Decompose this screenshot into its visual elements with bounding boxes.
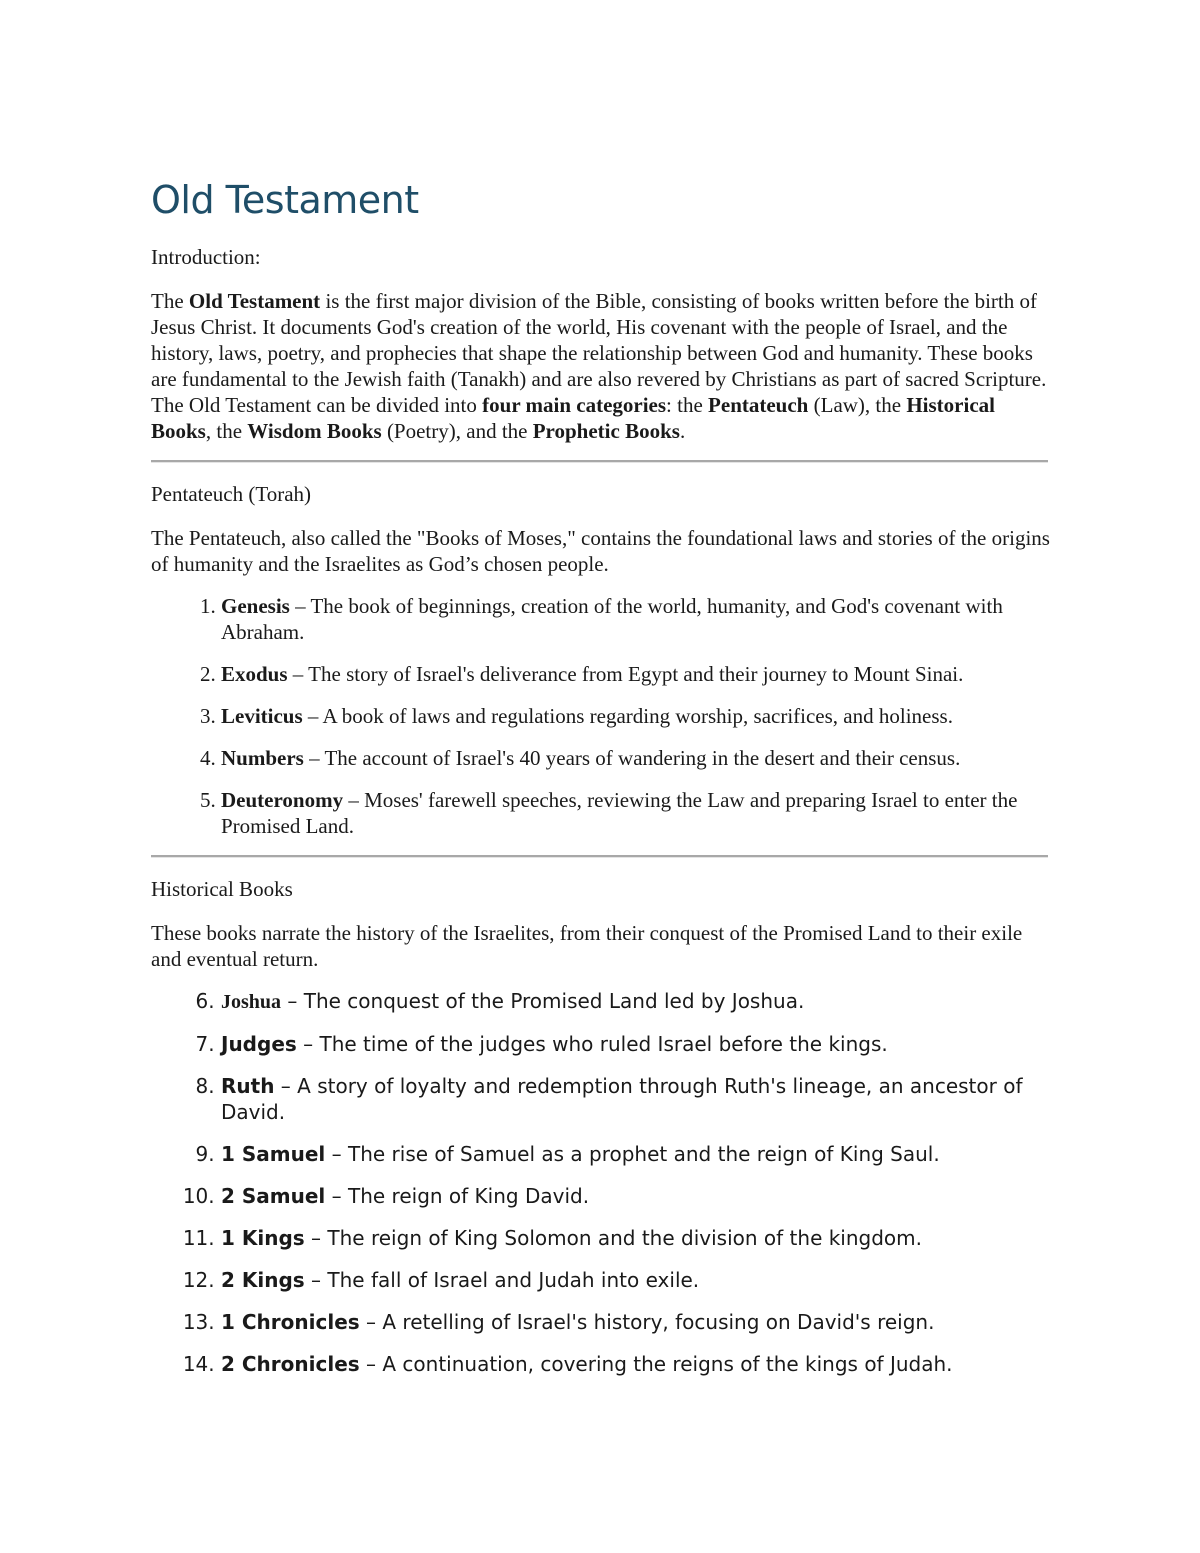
list-item: 7. Judges – The time of the judges who ruled Israel before the kings. [221,1031,1051,1057]
pentateuch-description: The Pentateuch, also called the "Books of Moses," contains the foundational laws and stories of the origins of humanity and the Israelites as God’s chosen people. [151,526,1050,576]
list-item: 12. 2 Kings – The fall of Israel and Judah into exile. [221,1267,1051,1293]
pentateuch-book-list [151,593,1051,839]
list-item: 5. Deuteronomy – Moses' farewell speeches, reviewing the Law and preparing Israel to enter the Promised Land. [221,787,1051,839]
book-name: Genesis [221,594,290,618]
list-item: 6. Joshua – The conquest of the Promised Land led by Joshua. [221,988,1051,1015]
section-divider [151,855,1048,858]
book-name: 1 Chronicles [221,1310,360,1334]
book-name: Deuteronomy [221,788,344,812]
intro-label: Introduction: [151,245,261,269]
historical-description: These books narrate the history of the Israelites, from their conquest of the Promised Land to their exile and eventual return. [151,921,1023,971]
list-item: 2. Exodus – The story of Israel's deliverance from Egypt and their journey to Mount Sinai. [221,661,1051,687]
document-page [151,170,1051,1393]
book-name: 1 Kings [221,1226,305,1250]
book-name: 1 Samuel [221,1142,326,1166]
list-item: 3. Leviticus – A book of laws and regulations regarding worship, sacrifices, and holiness. [221,703,1051,729]
list-item: 4. Numbers – The account of Israel's 40 years of wandering in the desert and their census. [221,745,1051,771]
page-title: Old Testament [151,178,419,222]
list-item: 1. Genesis – The book of beginnings, creation of the world, humanity, and God's covenant with Abraham. [221,593,1051,645]
list-item: 11. 1 Kings – The reign of King Solomon and the division of the kingdom. [221,1225,1051,1251]
book-name: 2 Chronicles [221,1352,360,1376]
pentateuch-heading: Pentateuch (Torah) [151,482,312,506]
book-name: 2 Samuel [221,1184,326,1208]
book-name: Judges [221,1032,297,1056]
historical-heading: Historical Books [151,877,293,901]
book-name: Leviticus [221,704,303,728]
list-item: 14. 2 Chronicles – A continuation, covering the reigns of the kings of Judah. [221,1351,1051,1377]
list-item: 9. 1 Samuel – The rise of Samuel as a prophet and the reign of King Saul. [221,1141,1051,1167]
book-name: Ruth [221,1074,275,1098]
list-item: 13. 1 Chronicles – A retelling of Israel's history, focusing on David's reign. [221,1309,1051,1335]
book-name: Numbers [221,746,304,770]
historical-book-list [151,988,1051,1377]
list-item: 10. 2 Samuel – The reign of King David. [221,1183,1051,1209]
list-item: 8. Ruth – A story of loyalty and redemption through Ruth's lineage, an ancestor of David. [221,1073,1051,1125]
book-name: Joshua [221,991,282,1013]
intro-paragraph: The Old Testament is the first major division of the Bible, consisting of books written before the birth of Jesus Christ. It documents God's creation of the world, His covenant with the people of Israel, and the history, laws, poetry, and prophecies that shape the relationship between God and humanity. These books are fundamental to the Jewish faith (Tanakh) and are also revered by Christians as part of sacred Scripture. The Old Testament can be divided into four main categories: the Pentateuch (Law), the Historical Books, the Wisdom Books (Poetry), and the Prophetic Books. [151,289,1047,443]
book-name: Exodus [221,662,288,686]
book-name: 2 Kings [221,1268,305,1292]
section-divider [151,460,1048,463]
